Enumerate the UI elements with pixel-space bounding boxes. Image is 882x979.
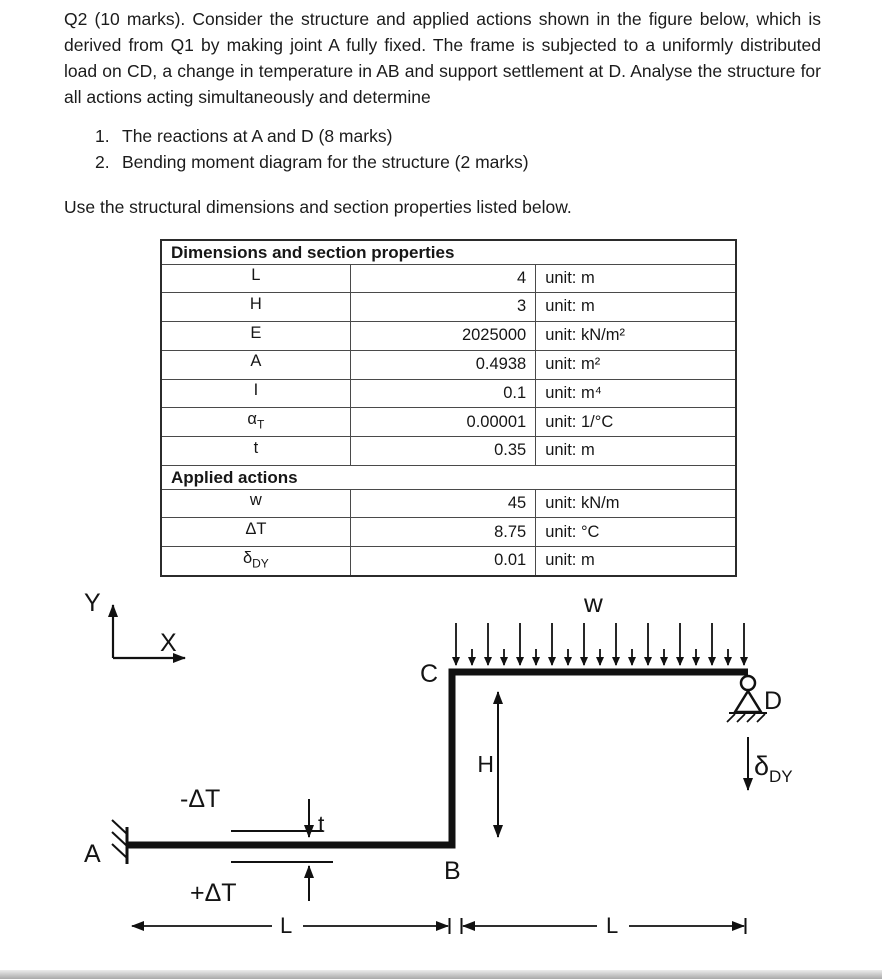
unit-cell: unit: °C xyxy=(536,518,736,547)
unit-cell: unit: m xyxy=(536,264,736,293)
hatch-mark xyxy=(737,714,745,722)
udl-arrows xyxy=(456,623,744,665)
table-row xyxy=(161,547,736,576)
label-l-right: L xyxy=(606,913,619,938)
value-cell: 8.75 xyxy=(350,518,535,547)
hatch-mark xyxy=(112,820,127,834)
label-joint-b: B xyxy=(444,857,461,885)
table-row xyxy=(161,322,736,351)
hatch-mark xyxy=(112,844,127,858)
value-cell: 0.1 xyxy=(350,379,535,408)
label-joint-c: C xyxy=(420,660,439,688)
structure-diagram xyxy=(0,585,882,970)
table-row xyxy=(161,293,736,322)
list-text: Bending moment diagram for the structure (2 marks) xyxy=(122,152,529,172)
table-row xyxy=(161,350,736,379)
value-cell: 0.4938 xyxy=(350,350,535,379)
table-row xyxy=(161,264,736,293)
table-section-header xyxy=(161,240,736,264)
table-section-header xyxy=(161,466,736,490)
list-item xyxy=(95,149,821,175)
support-triangle xyxy=(735,691,761,712)
prop-cell: $\delta_{DY}$ xyxy=(161,547,350,576)
label-load-w: w xyxy=(584,588,603,618)
list-number: 2. xyxy=(95,152,110,172)
hatch-mark xyxy=(727,714,735,722)
prop-cell: H xyxy=(161,293,350,322)
unit-cell: unit: m⁴ xyxy=(536,379,736,408)
prop-cell: E xyxy=(161,322,350,351)
table-row xyxy=(161,518,736,547)
document-body xyxy=(64,6,821,577)
table-row xyxy=(161,408,736,437)
coordinate-axes xyxy=(84,589,185,658)
unit-cell: unit: m xyxy=(536,437,736,466)
table-intro: Use the structural dimensions and section properties listed below. xyxy=(64,197,572,217)
value-cell: 45 xyxy=(350,489,535,518)
hatch-mark xyxy=(112,832,127,846)
prop-cell: I xyxy=(161,379,350,408)
table-row xyxy=(161,489,736,518)
hatch-mark xyxy=(747,714,755,722)
roller-support-d xyxy=(727,676,767,722)
list-text: The reactions at A and D (8 marks) xyxy=(122,126,393,146)
list-item xyxy=(95,123,821,149)
unit-cell: unit: m xyxy=(536,547,736,576)
table-row xyxy=(161,437,736,466)
table-row xyxy=(161,379,736,408)
hatch-mark xyxy=(757,714,765,722)
value-cell: 2025000 xyxy=(350,322,535,351)
unit-cell: unit: kN/m xyxy=(536,489,736,518)
unit-cell: unit: kN/m² xyxy=(536,322,736,351)
prop-cell: ΔT xyxy=(161,518,350,547)
label-y-axis: Y xyxy=(84,589,101,617)
label-x-axis: X xyxy=(160,629,177,657)
list-number: 1. xyxy=(95,126,110,146)
fixed-support-a xyxy=(112,820,127,864)
value-cell: 0.00001 xyxy=(350,408,535,437)
value-cell: 0.01 xyxy=(350,547,535,576)
frame-members xyxy=(128,672,748,845)
table-title: Dimensions and section properties xyxy=(161,240,736,264)
prop-cell: w xyxy=(161,489,350,518)
label-h: H xyxy=(477,751,494,777)
label-joint-d: D xyxy=(764,687,783,715)
prop-cell: A xyxy=(161,350,350,379)
scan-edge-artifact xyxy=(0,970,882,979)
prop-cell: L xyxy=(161,264,350,293)
span-dimensions xyxy=(132,913,746,938)
unit-cell: unit: m xyxy=(536,293,736,322)
value-cell: 4 xyxy=(350,264,535,293)
label-joint-a: A xyxy=(84,840,101,868)
prop-cell: t xyxy=(161,437,350,466)
question-list xyxy=(64,123,821,175)
prop-cell: $\alpha_T$ xyxy=(161,408,350,437)
label-l-left: L xyxy=(280,913,293,938)
roller-circle xyxy=(741,676,755,690)
label-delta-dy: δDY xyxy=(754,751,793,786)
unit-cell: unit: 1/°C xyxy=(536,408,736,437)
applied-actions-title: Applied actions xyxy=(161,466,736,490)
label-t: t xyxy=(318,811,325,837)
value-cell: 0.35 xyxy=(350,437,535,466)
label-minus-dt: -ΔT xyxy=(180,785,221,813)
label-plus-dt: +ΔT xyxy=(190,879,237,907)
question-paragraph: Q2 (10 marks). Consider the structure and applied actions shown in the figure below, which is derived from Q1 by making joint A fully fixed. The frame is subjected to a uniformly distributed load on CD, a change in temperature in AB and support settlement at D. Analyse the structure for all actions acting simultaneously and determine xyxy=(64,9,821,107)
properties-table xyxy=(160,239,737,577)
value-cell: 3 xyxy=(350,293,535,322)
unit-cell: unit: m² xyxy=(536,350,736,379)
